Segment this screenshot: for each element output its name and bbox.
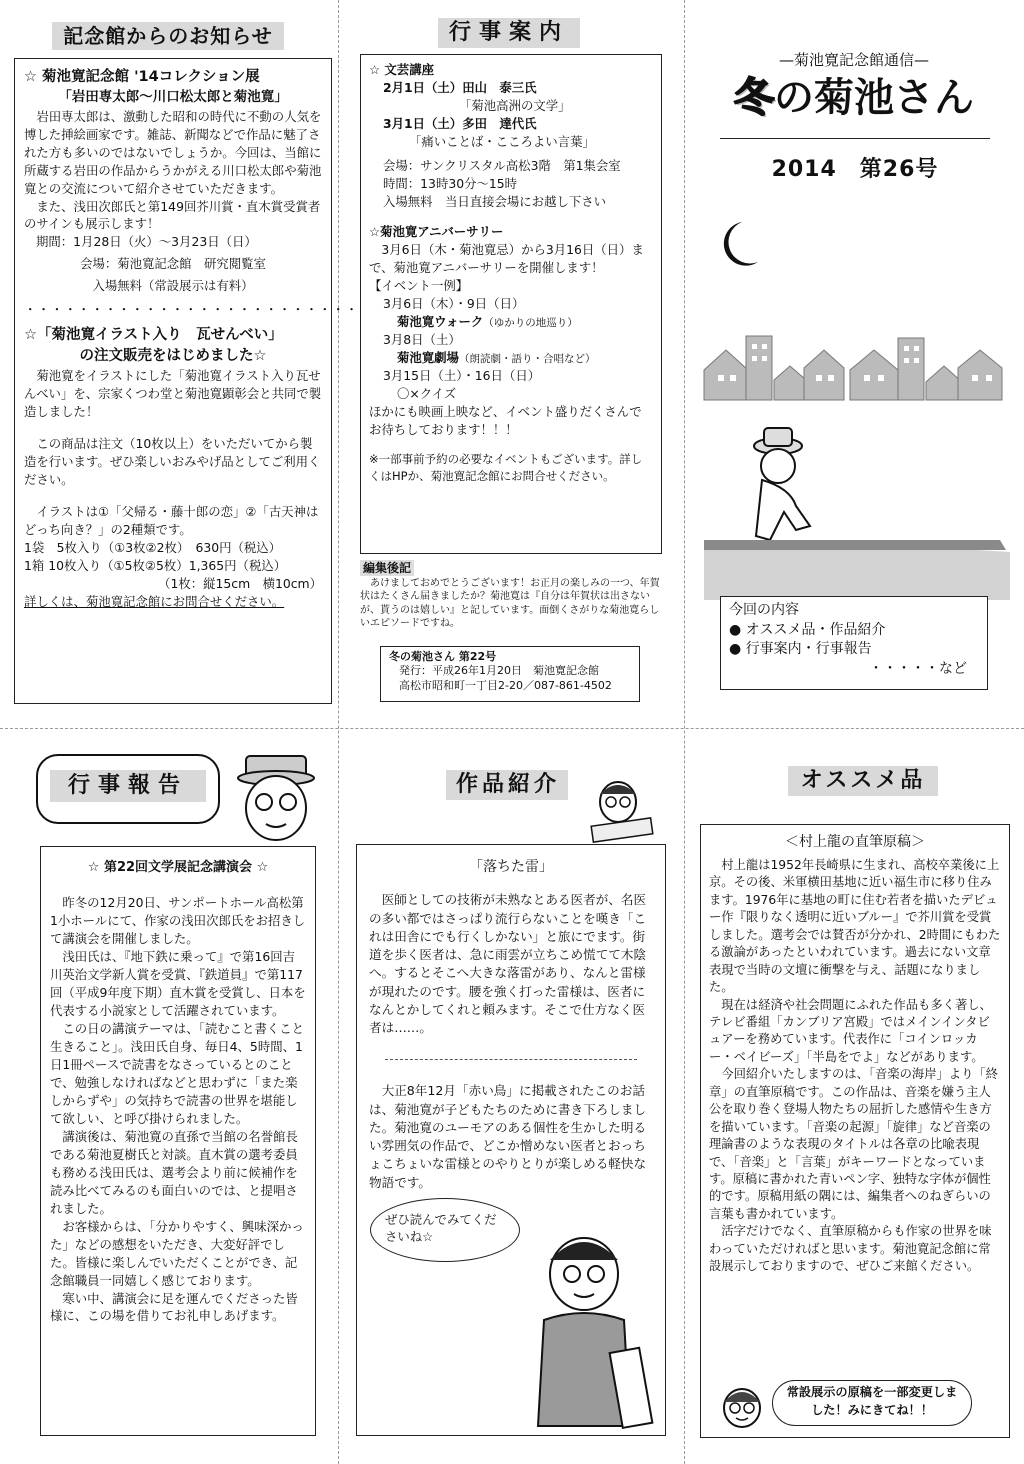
event-2-date: 3月8日（土） [383,332,461,348]
kikuchi-small-face-icon [718,1382,766,1430]
city-skyline-icon [704,336,1002,400]
masthead-title-main: の菊池さん [774,75,974,121]
lecture-report-title: ☆ 第22回文学展記念講演会 ☆ [87,860,269,875]
manuscript-title: ＜村上龍の直筆原稿＞ [785,834,925,850]
anniversary-text: 3月6日（木・菊池寛忌）から3月16日（日）まで、菊池寛アニバーサリーを開催します！ [369,241,644,275]
colophon-publish: 発行：平成26年1月20日 菊池寛記念館 [399,664,599,678]
masthead-rule [720,138,990,139]
anniversary-more: ほかにも映画上映など、イベント盛りだくさんでお待ちしております！！！ [369,404,642,438]
report-text-5: お客様からは、「分かりやすく、興味深かった」などの感想をいただき、大変好評でした。皆様に楽しんでいただくことができ、記念館職員一同嬉しく感じております。 [50,1218,304,1288]
lecture-2-theme: 「痛いことば・こころよい言葉」 [409,133,595,149]
lecture-venue: 会場：サンクリスタル高松3階 第1集会室 [383,157,621,173]
recommend-speech-bubble: 常設展示の原稿を一部変更しました！みにきてね！！ [772,1380,972,1426]
report-text-4: 講演後は、菊池寛の直孫で当館の名誉館長である菊池夏樹氏と対談。直木賞の選考委員も務める浅田氏は、選考会より前に候補作を読み比べてみるのも面白いのでは、と提唱されました。 [50,1128,298,1216]
fold-line-right [684,0,685,1464]
senbei-size: （1枚：縦15cm 横10cm） [158,576,322,592]
lecture-fee: 入場無料 当日直接会場にお越し下さい [383,193,607,209]
report-text-6: 寒い中、講演会に足を運んでくださった皆様に、この場を借りてお礼申しあげます。 [50,1290,298,1324]
lecture-1-date: 2月1日（土）田山 泰三氏 [383,79,537,95]
senbei-order-text: この商品は注文（10枚以上）をいただいてから製造を行います。ぜひ楽しいおみやげ品としてご利用ください。 [24,436,321,488]
lecture-2-date: 3月1日（土）多田 達代氏 [383,115,537,131]
kikuchi-standing-icon [520,1230,664,1434]
lecture-title: ☆ 文芸講座 [369,62,434,77]
masthead-subtitle: —菊池寛記念館通信— [778,51,929,69]
report-text-2: 浅田氏は、『地下鉄に乗って』で第16回吉川英治文学新人賞を受賞、『鉄道員』で第117回（平成9年度下期）直木賞を受賞し、日本を代表する小説家として活躍されています。 [50,948,306,1018]
work-synopsis: 医師としての技術が未熟なとある医者が、名医の多い都ではさっぱり流行らないことを嘆き「これは田舎にでも行くしかない」と旅にでます。街道を歩く医者は、急に雨雲が立ちこめ慌てて木陰へ。するとそこへ大きな落雷があり、なんと雷様が現れたのです。腰を強く打った雷様は、医者になんとかしてくれと頼みます。そこで仕方なく医者は……。 [369,892,647,1036]
senbei-contact: 詳しくは、菊池寛記念館にお問合せください。 [24,594,285,610]
fold-line-left [338,0,339,1464]
editor-notes-title: 編集後記 [360,560,414,576]
collection-period: 期間：1月28日（火）～3月23日（日） [36,234,257,250]
masthead-issue: 2014 第26号 [771,157,939,182]
event-1-name: 菊池寛ウォーク [397,313,484,329]
works-speech-bubble: ぜひ読んでみてくださいね☆ [370,1198,520,1262]
lecture-time: 時間：13時30分～15時 [383,175,518,191]
recommend-box [700,824,1010,1438]
event-3-date: 3月15日（土）・16日（日） [383,368,541,384]
lecture-1-theme: 「菊池高洲の文学」 [459,97,571,113]
notice-heading: 記念館からのお知らせ [52,22,284,50]
senbei-price-box: 1箱 10枚入り（①5枚②5枚）1,365円（税込） [24,558,287,574]
event-example-label: 【イベント一例】 [369,277,469,293]
work-description: 大正8年12月「赤い鳥」に掲載されたこのお話は、菊池寛が子どもたちのために書き下ろしました。菊池寛のユーモアのある個性を生かした明るい雰囲気の作品で、どこか憎めない医者とおっちょこちょいな雷様とのやりとりが楽しめる軽快な物語です。 [369,1083,647,1190]
collection-title: ☆ 菊池寛記念館 '14コレクション展 [24,69,260,85]
report-box [40,846,316,1436]
contents-item-3: ・・・・・など [869,660,967,677]
event-2-note: （朗読劇・語り・合唱など） [458,353,596,365]
event-2-name: 菊池寛劇場 [397,350,459,365]
events-heading: 行事案内 [438,18,580,48]
collection-fee: 入場無料（常設展示は有料） [92,278,254,294]
fold-line-middle [0,728,1024,729]
contents-title: 今回の内容 [729,602,799,618]
senbei-illust-text: イラストは①「父帰る・藤十郎の恋」②「古天神はどっち向き？」の2種類です。 [24,504,319,538]
kikuchi-face-icon [234,748,318,844]
walkway-icon [704,540,1006,550]
senbei-title-2: の注文販売をはじめました☆ [79,348,267,365]
events-box [360,54,662,554]
colophon-issue: 冬の菊池さん 第22号 [389,650,497,663]
works-divider [385,1059,637,1060]
senbei-title: ☆「菊池寛イラスト入り 瓦せんべい」 [24,327,283,344]
event-3-name: 〇×クイズ [397,386,457,402]
recommend-text-1: 村上龍は1952年長崎県に生まれ、高校卒業後に上京。その後、米軍横田基地に近い福生市に移り住みます。1976年に基地の町に住む若者を描いたデビュー作『限りなく透明に近いブルー』で芥川賞を受賞しました。選考会では賛否が分かれ、2時間にもわたる激論があったといわれています。過去にない文章表現で当時の文壇に衝撃を与え、話題になりました。 [709,857,1001,995]
collection-text-2: また、浅田次郎氏と第149回芥川賞・直木賞受賞者のサインも展示します！ [24,198,321,232]
event-1-note: （ゆかりの地巡り） [483,316,578,329]
dot-divider: ・・・・・・・・・・・・・・・・・・・・・・・・・ [24,302,359,318]
collection-subtitle: 「岩田専太郎～川口松太郎と菊池寛」 [58,89,288,106]
event-1-date: 3月6日（木）・9日（日） [383,295,525,311]
reservation-note: ※一部事前予約の必要なイベントもございます。詳しくはHPか、菊池寛記念館にお問合せください。 [369,452,643,483]
masthead-title [716,74,992,122]
walking-kikuchi-icon [754,428,810,540]
senbei-text: 菊池寛をイラストにした「菊池寛イラスト入り瓦せんべい」を、宗家くつわ堂と菊池寛顕彰会と共同で製造しました！ [24,368,322,420]
kikuchi-reading-icon [584,774,660,844]
report-text-1: 昨冬の12月20日、サンポートホール高松第1小ホールにて、作家の浅田次郎氏をお招きして講演会を開催しました。 [50,894,306,946]
masthead-illustration [700,210,1010,600]
senbei-price-bag: 1袋 5枚入り（①3枚②2枚） 630円（税込） [24,540,282,556]
recommend-text-4: 活字だけでなく、直筆原稿からも作家の世界を味わっていただければと思います。菊池寛記念館に常設展示しておりますので、ぜひご来館ください。 [709,1224,992,1274]
recommend-heading: オススメ品 [788,766,938,796]
recommend-text-2: 現在は経済や社会問題にふれた作品も多く著し、テレビ番組「カンブリア宮殿」ではメインインタビュアーを務めています。代表作に「コインロッカー・ベイビーズ」「半島をでよ」などがあります。 [709,997,992,1064]
works-heading: 作品紹介 [446,770,568,800]
notice-box [14,58,359,704]
colophon-box [380,646,640,702]
collection-text: 岩田専太郎は、激動した昭和の時代に不動の人気を博した挿絵画家です。雑誌、新聞などで作品に魅了された方も多いのではないでしょうか。今回は、当館に所蔵する岩田の作品からうかがえる川口松太郎や菊池寛との交流について紹介させていただきます。 [24,108,322,196]
editor-notes [360,560,662,631]
anniversary-title: ☆菊池寛アニバーサリー [369,223,504,239]
masthead-title-winter: 冬 [734,75,774,121]
collection-venue: 会場：菊池寛記念館 研究閲覧室 [80,256,266,272]
editor-notes-text: あけましておめでとうございます！お正月の楽しみの一つ、年賀状はたくさん届きましたか？菊池寛は『自分は年賀状は出さないが、貰うのは嬉しい』と記しています。面倒くさがりな菊池寛らしいエピソードですね。 [360,577,660,629]
report-heading: 行事報告 [50,770,206,802]
colophon-address: 高松市昭和町一丁目2-20／087-861-4502 [399,678,612,692]
work-title: 「落ちた雷」 [469,859,553,875]
contents-item-2: ● 行事案内・行事報告 [729,641,872,658]
report-text-3: この日の講演テーマは、「読むこと書くこと 生きること」。浅田氏自身、毎日4、5時間、1日1冊ペースで読書をなさっているとのことで、勉強しなければなどと思わずに「また楽しからずや」の気持ちで読書の世界を堪能して欲しい、と呼び掛けられました。 [50,1020,317,1126]
recommend-text-3: 今回紹介いたしますのは、「音楽の海岸」より「終章」の直筆原稿です。この作品は、音楽を嫌う主人公を取り巻く登場人物たちの屈折した感情や生き方を描いています。「音楽の起源」「旋律」など音楽の理論書のような表現のタイトルは各章の比喩表現で、「音楽」と「言葉」がキーワードとなっています。原稿に書かれた青いペン字、独特な字体が個性的です。原稿用紙の隅には、編集者へのねぎらいの言葉も書かれています。 [709,1067,998,1221]
contents-box [720,596,988,690]
contents-item-1: ● オススメ品・作品紹介 [729,621,886,638]
moon-icon [724,222,758,266]
